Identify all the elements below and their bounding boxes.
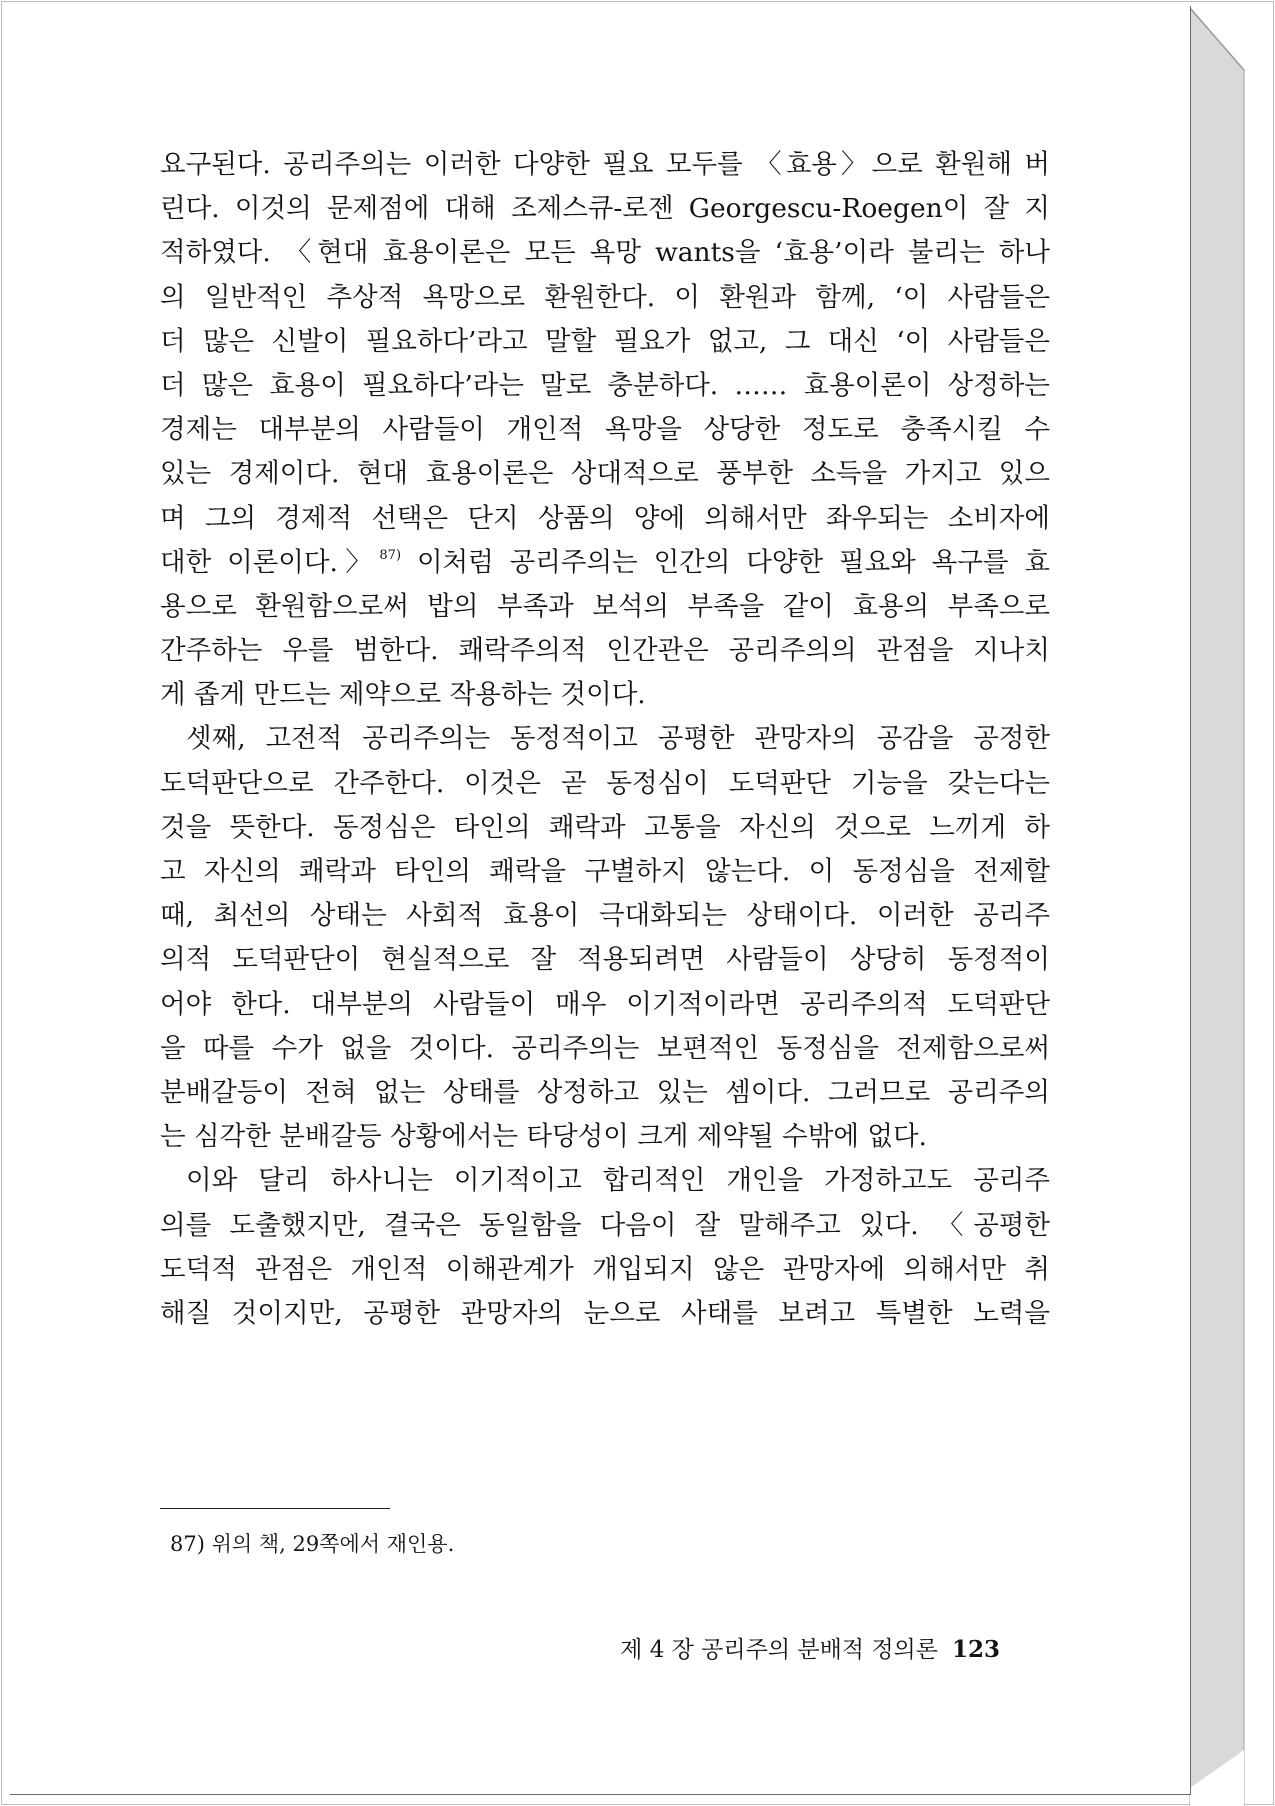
chapter-title: 제 4 장 공리주의 분배적 정의론 [620, 1637, 938, 1663]
body-line: 도덕판단으로 간주한다. 이것은 곧 동정심이 도덕판단 기능을 갖는다는 [160, 767, 1050, 799]
body-line: 게 좁게 만드는 제약으로 작용하는 것이다. [160, 679, 646, 711]
body-line: 고 자신의 쾌락과 타인의 쾌락을 구별하지 않는다. 이 동정심을 전제할 [160, 856, 1050, 887]
body-line: 의를 도출했지만, 결국은 동일함을 다음이 잘 말해주고 있다. 〈공평한 [160, 1209, 1050, 1241]
body-line: 용으로 환원함으로써 밥의 부족과 보석의 부족을 같이 효용의 부족으로 [160, 590, 1050, 622]
book-side-edge [1186, 0, 1248, 1806]
body-line: 의 일반적인 추상적 욕망으로 환원한다. 이 환원과 함께, ‘이 사람들은 [160, 281, 1050, 313]
paragraph-start-line: 셋째, 고전적 공리주의는 동정적이고 공평한 관망자의 공감을 공정한 [186, 723, 1050, 755]
page-number: 123 [951, 1636, 1000, 1663]
body-line-end: 이처럼 공리주의는 인간의 다양한 필요와 욕구를 효 [416, 546, 1050, 578]
body-line: 때, 최선의 상태는 사회적 효용이 극대화되는 상태이다. 이러한 공리주 [160, 900, 1050, 932]
body-line: 적하였다. 〈현대 효용이론은 모든 욕망 wants을 ‘효용’이라 불리는 하나 [160, 237, 1050, 269]
running-footer [620, 1631, 1000, 1664]
body-line: 도덕적 관점은 개인적 이해관계가 개입되지 않은 관망자에 의해서만 취 [160, 1253, 1050, 1285]
body-line: 을 따를 수가 없을 것이다. 공리주의는 보편적인 동정심을 전제함으로써 [160, 1032, 1050, 1064]
body-line: 경제는 대부분의 사람들이 개인적 욕망을 상당한 정도로 충족시킬 수 [160, 414, 1050, 446]
body-line: 더 많은 신발이 필요하다’라고 말할 필요가 없고, 그 대신 ‘이 사람들은 [160, 325, 1050, 357]
body-line-start: 대한 이론이다.〉 [160, 546, 380, 578]
body-line: 있는 경제이다. 현대 효용이론은 상대적으로 풍부한 소득을 가지고 있으 [160, 458, 1050, 490]
footnote: 87) 위의 책, 29쪽에서 재인용. [170, 1532, 455, 1556]
body-line-with-note [160, 541, 1050, 585]
book-page [10, 6, 1191, 1795]
footnote-marker: 87) [379, 547, 402, 563]
body-line: 해질 것이지만, 공평한 관망자의 눈으로 사태를 보려고 특별한 노력을 [160, 1297, 1050, 1329]
body-line: 것을 뜻한다. 동정심은 타인의 쾌락과 고통을 자신의 것으로 느끼게 하 [160, 811, 1050, 843]
body-line: 어야 한다. 대부분의 사람들이 매우 이기적이라면 공리주의적 도덕판단 [160, 988, 1050, 1020]
body-line: 며 그의 경제적 선택은 단지 상품의 양에 의해서만 좌우되는 소비자에 [160, 502, 1050, 534]
body-line: 더 많은 효용이 필요하다’라는 말로 충분하다. …… 효용이론이 상정하는 [160, 369, 1050, 401]
body-text [160, 143, 1050, 1336]
body-line: 분배갈등이 전혀 없는 상태를 상정하고 있는 셈이다. 그러므로 공리주의 [160, 1076, 1050, 1108]
body-line: 린다. 이것의 문제점에 대해 조제스큐-로젠 Georgescu-Roegen이 잘 지 [160, 193, 1050, 225]
body-line: 간주하는 우를 범한다. 쾌락주의적 인간관은 공리주의의 관점을 지나치 [160, 635, 1050, 667]
body-line: 는 심각한 분배갈등 상황에서는 타당성이 크게 제약될 수밖에 없다. [160, 1121, 927, 1153]
body-line: 요구된다. 공리주의는 이러한 다양한 필요 모두를 〈효용〉으로 환원해 버 [160, 149, 1050, 180]
paragraph-start-line: 이와 달리 하사니는 이기적이고 합리적인 개인을 가정하고도 공리주 [186, 1165, 1050, 1197]
footnote-divider [160, 1508, 390, 1509]
body-line: 의적 도덕판단이 현실적으로 잘 적용되려면 사람들이 상당히 동정적이 [160, 944, 1050, 976]
